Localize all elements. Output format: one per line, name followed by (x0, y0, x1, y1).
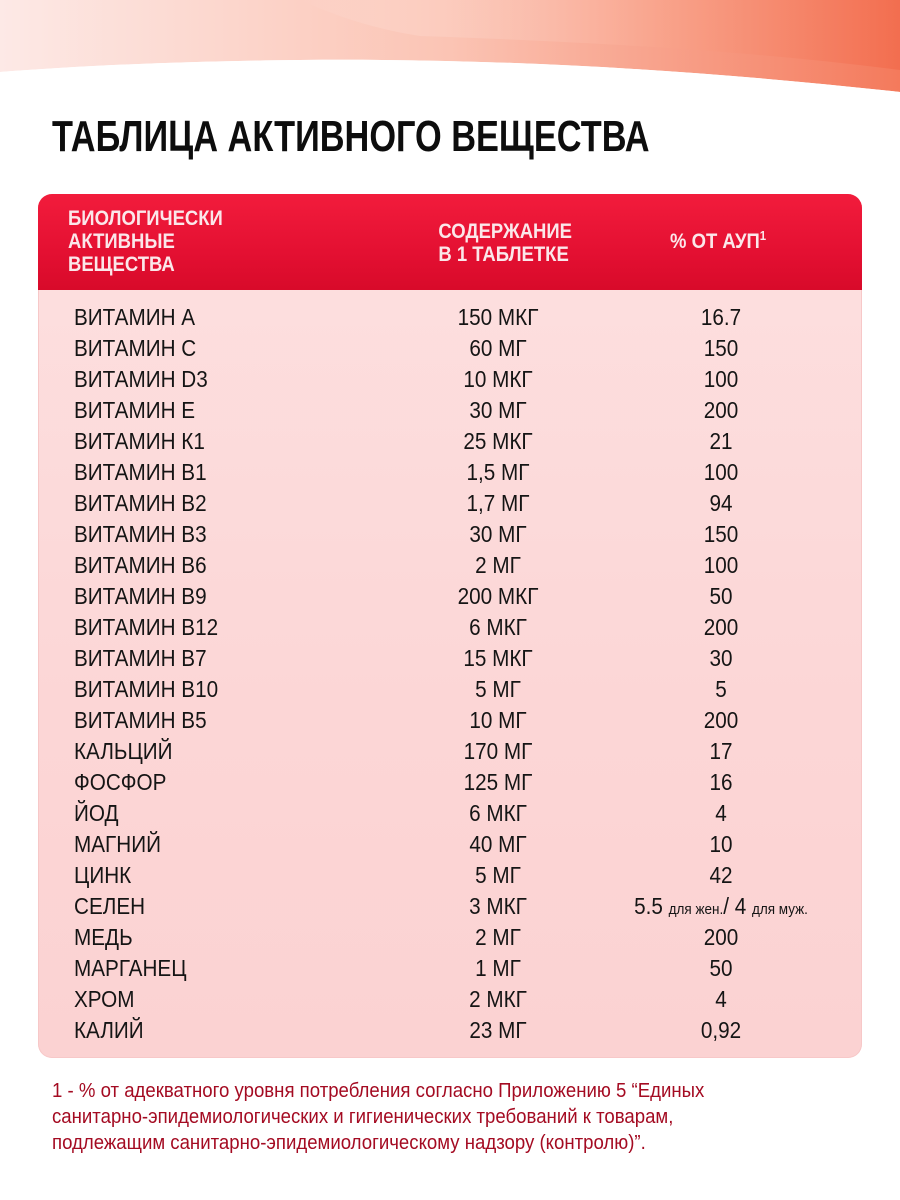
row-name: ХРОМ (74, 986, 135, 1012)
row-name: ВИТАМИН В1 (74, 459, 207, 485)
row-amount: 2 МГ (475, 552, 521, 578)
header-content (438, 220, 572, 266)
header-percent (670, 230, 766, 253)
row-percent: 5 (715, 676, 727, 702)
row-percent: 200 (703, 614, 739, 640)
table-body (38, 302, 862, 1046)
row-amount: 5 МГ (475, 862, 521, 888)
header-substances-line2: АКТИВНЫЕ (68, 230, 175, 253)
table-row (38, 798, 862, 829)
row-amount: 170 МГ (463, 738, 533, 764)
row-percent: 4 (715, 800, 727, 826)
table-header (38, 194, 862, 290)
table-row (38, 643, 862, 674)
table-row (38, 395, 862, 426)
percent-male: 4 (734, 893, 747, 919)
nutrient-table (38, 194, 862, 1058)
row-percent: 100 (703, 366, 739, 392)
table-row (38, 302, 862, 333)
row-name: ВИТАМИН Е (74, 397, 196, 423)
table-row (38, 581, 862, 612)
table-row (38, 860, 862, 891)
table-row (38, 922, 862, 953)
row-amount: 40 МГ (469, 831, 527, 857)
row-amount: 10 МГ (469, 707, 527, 733)
row-amount: 10 МКГ (463, 366, 533, 392)
row-name: ВИТАМИН В5 (74, 707, 207, 733)
row-percent: 50 (709, 583, 733, 609)
row-amount: 3 МКГ (469, 893, 527, 919)
row-name: ВИТАМИН D3 (74, 366, 208, 392)
row-amount: 5 МГ (475, 676, 521, 702)
row-amount: 23 МГ (469, 1017, 527, 1043)
table-row (38, 1015, 862, 1046)
percent-female: 5.5 (634, 893, 663, 919)
table-row (38, 333, 862, 364)
table-row (38, 550, 862, 581)
header-content-line2: В 1 ТАБЛЕТКЕ (438, 243, 569, 266)
row-percent: 10 (709, 831, 733, 857)
row-percent: 42 (709, 862, 733, 888)
row-name: СЕЛЕН (74, 893, 146, 919)
table-row (38, 736, 862, 767)
row-name: ВИТАМИН В9 (74, 583, 207, 609)
row-name: ВИТАМИН С (74, 335, 197, 361)
table-row (38, 519, 862, 550)
header-substances-line3: ВЕЩЕСТВА (68, 253, 175, 276)
row-amount: 125 МГ (463, 769, 533, 795)
row-amount: 25 МКГ (463, 428, 533, 454)
table-row (38, 364, 862, 395)
row-amount: 30 МГ (469, 521, 527, 547)
row-percent: 16 (709, 769, 733, 795)
table-row (38, 705, 862, 736)
table-row (38, 457, 862, 488)
header-content-line1: СОДЕРЖАНИЕ (438, 220, 572, 243)
row-name: ВИТАМИН В10 (74, 676, 219, 702)
row-amount: 6 МКГ (469, 614, 527, 640)
row-amount: 30 МГ (469, 397, 527, 423)
percent-female-note: для жен. (668, 901, 724, 918)
row-amount: 1,5 МГ (466, 459, 530, 485)
header-wave-decoration (0, 0, 900, 110)
row-percent: 200 (703, 707, 739, 733)
row-percent: 200 (703, 924, 739, 950)
row-percent-split (610, 891, 831, 925)
footnote-line: санитарно-эпидемиологических и гигиенических требований к товарам, (52, 1106, 674, 1128)
header-substances-line1: БИОЛОГИЧЕСКИ (68, 207, 223, 230)
row-name: ВИТАМИН А (74, 304, 196, 330)
row-amount: 1,7 МГ (466, 490, 530, 516)
row-name: ВИТАМИН В2 (74, 490, 207, 516)
percent-separator: / (723, 893, 729, 919)
table-row (38, 767, 862, 798)
header-percent-footnote-mark: 1 (759, 228, 767, 243)
row-name: КАЛЬЦИЙ (74, 738, 173, 764)
footnote (52, 1078, 815, 1156)
row-amount: 200 МКГ (457, 583, 539, 609)
row-percent: 0,92 (700, 1017, 742, 1043)
table-row (38, 612, 862, 643)
row-amount: 60 МГ (469, 335, 527, 361)
row-percent: 100 (703, 459, 739, 485)
row-name: МАГНИЙ (74, 831, 161, 857)
row-percent: 17 (709, 738, 733, 764)
table-row (38, 984, 862, 1015)
row-percent: 30 (709, 645, 733, 671)
table-row (38, 488, 862, 519)
row-percent: 21 (709, 428, 733, 454)
row-amount: 15 МКГ (463, 645, 533, 671)
row-percent: 100 (703, 552, 739, 578)
row-amount: 1 МГ (475, 955, 521, 981)
row-name: КАЛИЙ (74, 1017, 144, 1043)
row-name: ЙОД (74, 800, 119, 826)
table-row (38, 426, 862, 457)
row-name: МАРГАНЕЦ (74, 955, 187, 981)
row-percent: 150 (703, 521, 739, 547)
table-row (38, 674, 862, 705)
row-name: ВИТАМИН К1 (74, 428, 205, 454)
row-name: ФОСФОР (74, 769, 167, 795)
table-row (38, 953, 862, 984)
page-title: ТАБЛИЦА АКТИВНОГО ВЕЩЕСТВА (52, 112, 650, 161)
footnote-line: подлежащим санитарно-эпидемиологическому надзору (контролю)”. (52, 1132, 646, 1154)
footnote-line: 1 - % от адекватного уровня потребления согласно Приложению 5 “Единых (52, 1080, 705, 1102)
row-percent: 50 (709, 955, 733, 981)
row-amount: 2 МКГ (469, 986, 527, 1012)
row-percent: 94 (709, 490, 733, 516)
row-percent: 16.7 (700, 304, 742, 330)
table-row (38, 829, 862, 860)
header-substances (68, 207, 223, 276)
row-percent: 150 (703, 335, 739, 361)
row-name: ВИТАМИН В7 (74, 645, 207, 671)
row-percent: 4 (715, 986, 727, 1012)
table-row (38, 891, 862, 922)
row-name: ЦИНК (74, 862, 132, 888)
row-amount: 6 МКГ (469, 800, 527, 826)
header-percent-label: % ОТ АУП (670, 230, 760, 253)
row-percent: 200 (703, 397, 739, 423)
row-amount: 2 МГ (475, 924, 521, 950)
percent-male-note: для муж. (751, 901, 808, 918)
row-name: ВИТАМИН В6 (74, 552, 207, 578)
row-amount: 150 МКГ (457, 304, 539, 330)
row-name: МЕДЬ (74, 924, 133, 950)
row-name: ВИТАМИН В12 (74, 614, 219, 640)
row-name: ВИТАМИН В3 (74, 521, 207, 547)
